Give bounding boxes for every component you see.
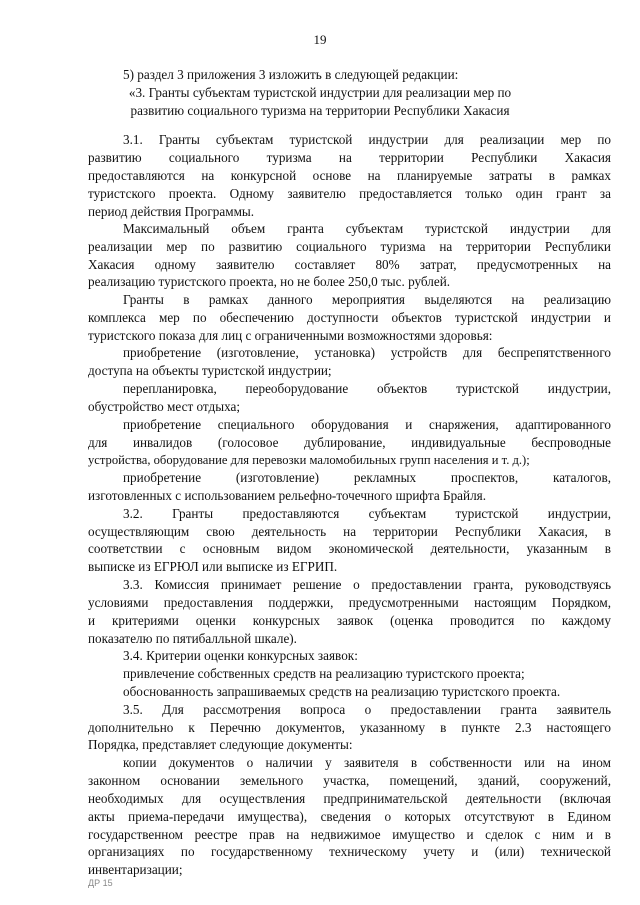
paragraph-line: законном основании земельного участка, помещений, зданий, сооружений,	[88, 773, 611, 788]
paragraph-line: комплекса мер по обеспечению доступности объектов туристской индустрии и	[88, 310, 611, 325]
paragraph-line: приобретение специального оборудования и снаряжения, адаптированного	[123, 417, 611, 432]
section-title-line-1: «3. Гранты субъектам туристской индустрии для реализации мер по	[128, 85, 512, 100]
paragraph-line: предоставляются на конкурсной основе на планируемые затраты в рамках	[88, 168, 611, 183]
paragraph-line: условиями предоставления поддержки, предусмотренными настоящим Порядком,	[88, 595, 611, 610]
paragraph-line: акты приема-передачи имущества), сведения о которых отсутствуют в Едином	[88, 809, 611, 824]
paragraph-line: приобретение (изготовление) рекламных проспектов, каталогов,	[123, 470, 611, 485]
paragraph-line: развитию социального туризма на территории Республики Хакасия	[88, 150, 611, 165]
paragraph-line: показателю по пятибалльной шкале).	[88, 631, 297, 646]
paragraph-line: 3.4. Критерии оценки конкурсных заявок:	[123, 648, 358, 663]
paragraph-line: перепланировка, переоборудование объектов туристской индустрии,	[123, 381, 611, 396]
paragraph-line: государственном реестре прав на недвижимое имущество и сделок с ним и в	[88, 827, 611, 842]
paragraph-line: и критериями оценки конкурсных заявок (оценка проводится по каждому	[88, 613, 611, 628]
paragraph-line: реализации мер по развитию социального туризма на территории Республики	[88, 239, 611, 254]
paragraph-line: выписке из ЕГРЮЛ или выписке из ЕГРИП.	[88, 559, 338, 574]
section-title-line-2: развитию социального туризма на территории Республики Хакасия	[130, 103, 510, 118]
footer-mark: ДР 15	[88, 878, 113, 888]
paragraph-line: Максимальный объем гранта субъектам туристской индустрии для	[123, 221, 611, 236]
paragraph-line: доступа на объекты туристской индустрии;	[88, 363, 332, 378]
paragraph-line: соответствии с основным видом экономической деятельности, указанным в	[88, 541, 611, 556]
paragraph-line: Хакасия одному заявителю составляет 80% затрат, предусмотренных на	[88, 257, 611, 272]
paragraph-line: туристского показа для лиц с ограниченными возможностями здоровья:	[88, 328, 493, 343]
paragraph-line: устройства, оборудование для перевозки маломобильных групп населения и т. д.);	[88, 453, 530, 467]
paragraph-line: дополнительно к Перечню документов, указанному в пункте 2.3 настоящего	[88, 720, 611, 735]
paragraph-line: период действия Программы.	[88, 204, 255, 219]
paragraph-line: необходимых для осуществления предпринимательской деятельности (включая	[88, 791, 611, 806]
paragraph-line: организациях по государственному техническому учету и (или) технической	[88, 844, 611, 859]
paragraph-line: 3.1. Гранты субъектам туристской индустрии для реализации мер по	[123, 132, 611, 147]
paragraph-line: Гранты в рамках данного мероприятия выделяются на реализацию	[123, 292, 611, 307]
paragraph-line: реализацию туристского проекта, но не более 250,0 тыс. рублей.	[88, 274, 451, 289]
paragraph-line: 3.2. Гранты предоставляются субъектам туристской индустрии,	[123, 506, 611, 521]
paragraph-line: для инвалидов (голосовое дублирование, индивидуальные беспроводные	[88, 435, 611, 450]
paragraph-line: 3.3. Комиссия принимает решение о предоставлении гранта, руководствуясь	[123, 577, 611, 592]
paragraph-line: 3.5. Для рассмотрения вопроса о предоставлении гранта заявитель	[123, 702, 611, 717]
intro-line: 5) раздел 3 приложения 3 изложить в следующей редакции:	[123, 67, 459, 82]
paragraph-line: Порядка, представляет следующие документы:	[88, 737, 353, 752]
paragraph-line: обоснованность запрашиваемых средств на реализацию туристского проекта.	[123, 684, 561, 699]
paragraph-line: инвентаризации;	[88, 862, 183, 877]
paragraph-line: привлечение собственных средств на реализацию туристского проекта;	[123, 666, 525, 681]
paragraph-line: осуществляющим свою деятельность на территории Республики Хакасия, в	[88, 524, 611, 539]
page-number: 19	[313, 32, 327, 47]
paragraph-line: изготовленных с использованием рельефно-точечного шрифта Брайля.	[88, 488, 487, 503]
paragraph-line: туристского проекта. Одному заявителю предоставляется только один грант за	[88, 186, 611, 201]
paragraph-line: приобретение (изготовление, установка) устройств для беспрепятственного	[123, 345, 611, 360]
paragraph-line: копии документов о наличии у заявителя в собственности или на ином	[123, 755, 611, 770]
paragraph-line: обустройство мест отдыха;	[88, 399, 241, 414]
